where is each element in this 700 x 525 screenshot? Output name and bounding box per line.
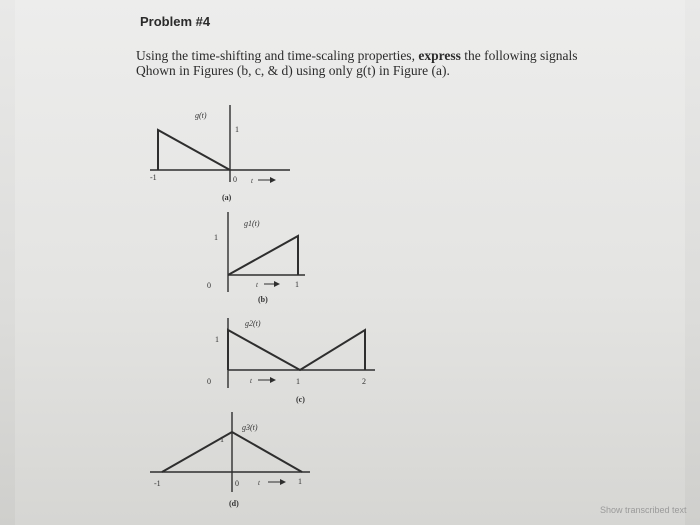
fig-d-caption: (d): [229, 499, 239, 508]
fig-c-tick-two: 2: [362, 377, 366, 386]
fig-c-tick-origin: 0: [207, 377, 211, 386]
fig-d-tick-left: -1: [154, 479, 161, 488]
fig-b-tick-right: 1: [295, 280, 299, 289]
fig-c-arrow-icon: [270, 377, 276, 383]
fig-b-peak-label: 1: [214, 233, 218, 242]
fig-c-peak-label: 1: [215, 335, 219, 344]
fig-b-signal: [228, 236, 298, 275]
fig-a-tick-left: -1: [150, 173, 157, 182]
fig-d-signal-label: g3(t): [242, 423, 258, 432]
fig-d-peak-label: 1: [220, 435, 224, 444]
fig-a-signal: [158, 130, 230, 170]
fig-c-tick-one: 1: [296, 377, 300, 386]
fig-a-arrow-icon: [270, 177, 276, 183]
fig-c-signal: [228, 330, 365, 370]
fig-a-tick-origin: 0: [233, 175, 237, 184]
figure-b: [228, 212, 305, 292]
fig-d-tick-right: 1: [298, 477, 302, 486]
fig-c-caption: (c): [296, 395, 305, 404]
figure-d: [150, 412, 310, 492]
fig-b-signal-label: g1(t): [244, 219, 260, 228]
footer-watermark: Show transcribed text: [600, 505, 687, 515]
fig-b-arrow-icon: [274, 281, 280, 287]
fig-d-arrow-icon: [280, 479, 286, 485]
fig-a-axis-label: t: [251, 177, 253, 185]
fig-b-axis-label: t: [256, 281, 258, 289]
fig-a-signal-label: g(t): [195, 111, 207, 120]
fig-a-caption: (a): [222, 193, 232, 202]
fig-d-axis-label: t: [258, 479, 260, 487]
fig-c-signal-label: g2(t): [245, 319, 261, 328]
statement-line-1: Using the time-shifting and time-scaling properties, express the following signals: [136, 48, 578, 63]
fig-b-tick-origin: 0: [207, 281, 211, 290]
fig-d-tick-origin: 0: [235, 479, 239, 488]
problem-title: Problem #4: [140, 14, 211, 29]
fig-c-axis-label: t: [250, 377, 252, 385]
fig-b-caption: (b): [258, 295, 268, 304]
fig-a-peak-label: 1: [235, 125, 239, 134]
figure-a: [150, 105, 290, 183]
statement-line-2: Qhown in Figures (b, c, & d) using only g(t) in Figure (a).: [136, 63, 450, 78]
